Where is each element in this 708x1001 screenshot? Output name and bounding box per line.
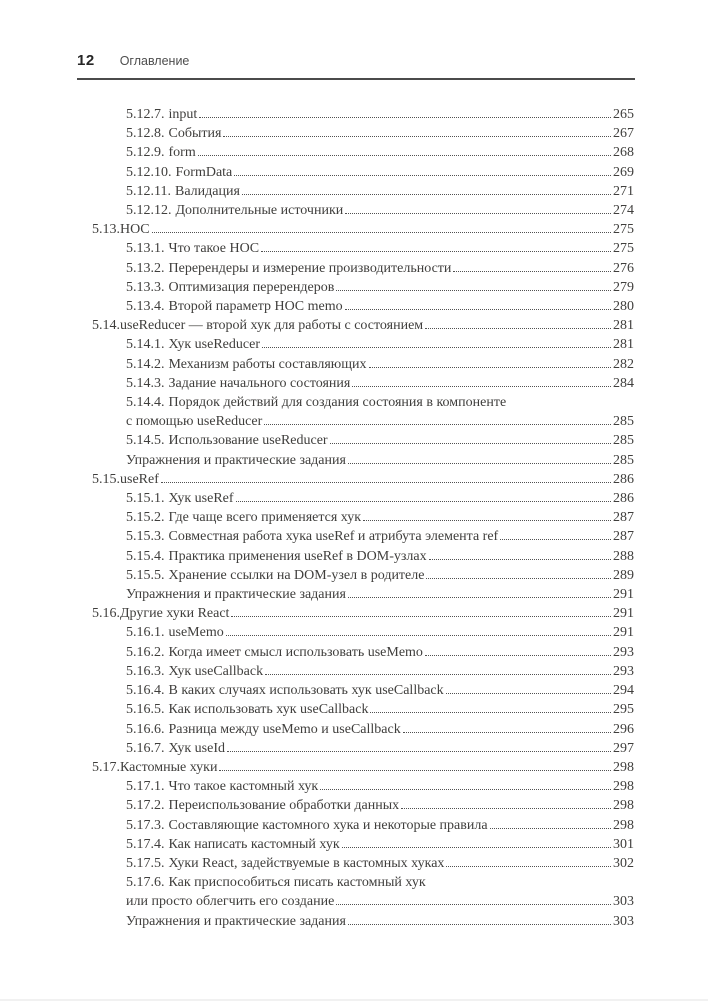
dot-leader <box>199 117 611 118</box>
toc-entry <box>0 259 634 278</box>
running-header-title: Оглавление <box>119 54 190 68</box>
toc-entry-number: 5.12.11. <box>126 183 171 199</box>
toc-entry-page: 279 <box>613 279 634 295</box>
dot-leader <box>336 290 611 291</box>
toc-entry-number: 5.17.3. <box>126 817 165 833</box>
toc-entry-line <box>0 201 634 220</box>
toc-entry-number: 5.15.2. <box>126 510 165 526</box>
toc-entry-number: 5.13. <box>92 222 120 238</box>
dot-leader <box>352 386 611 387</box>
toc-entry-line <box>0 393 634 412</box>
toc-entry-number: 5.12.8. <box>126 126 165 142</box>
toc-entry-title: FormData <box>175 164 233 180</box>
toc-entry <box>0 643 634 662</box>
toc-entry-number: 5.17.4. <box>126 836 165 852</box>
toc-entry-title: Механизм работы составляющих <box>168 356 367 372</box>
toc-entry-line <box>0 585 634 604</box>
toc-entry-number: 5.12.12. <box>126 203 172 219</box>
toc-entry-page: 289 <box>613 567 634 583</box>
toc-entry <box>0 739 634 758</box>
toc-entry <box>0 470 634 489</box>
toc-entry <box>0 758 634 777</box>
toc-entry-number: 5.14.1. <box>126 337 165 353</box>
toc-entry-title: Упражнения и практические задания <box>126 587 346 603</box>
toc-entry-title: Разница между useMemo и useCallback <box>168 721 401 737</box>
toc-entry <box>0 700 634 719</box>
toc-entry-line <box>0 278 634 297</box>
toc-entry <box>0 547 634 566</box>
dot-leader <box>234 175 611 176</box>
toc-entry-page: 293 <box>613 663 634 679</box>
toc-entry <box>0 431 634 450</box>
toc-entry-number: 5.15.1. <box>126 491 165 507</box>
dot-leader <box>426 578 611 579</box>
dot-leader <box>446 693 611 694</box>
toc-entry <box>0 105 634 124</box>
toc-entry-page: 282 <box>613 356 634 372</box>
dot-leader <box>236 501 611 502</box>
toc-entry-page: 302 <box>613 855 634 871</box>
toc-entry-page: 293 <box>613 644 634 660</box>
toc-entry-line <box>0 681 634 700</box>
toc-entry-number: 5.17.1. <box>126 779 165 795</box>
page-header <box>77 52 635 80</box>
toc-entry-title: Порядок действий для создания состояния в компоненте <box>168 395 507 411</box>
toc-entry-title: Использование useReducer <box>168 433 328 449</box>
toc-entry-page: 269 <box>613 164 634 180</box>
toc-entry-title: useReducer — второй хук для работы с состоянием <box>120 318 424 334</box>
toc-entry-number: 5.14. <box>92 318 120 334</box>
dot-leader <box>231 616 611 617</box>
toc-entry <box>0 201 634 220</box>
toc-entry-page: 267 <box>613 126 634 142</box>
toc-entry-title: Практика применения useRef в DOM-узлах <box>168 548 427 564</box>
toc-entry-line <box>0 355 634 374</box>
toc-entry-page: 298 <box>613 759 634 775</box>
toc-entry-number: 5.16.3. <box>126 663 165 679</box>
toc-entry-number: 5.16.1. <box>126 625 165 641</box>
toc-entry <box>0 143 634 162</box>
dot-leader <box>223 136 611 137</box>
toc-entry-page: 275 <box>613 222 634 238</box>
toc-entry <box>0 796 634 815</box>
dot-leader <box>198 155 611 156</box>
toc-entry <box>0 835 634 854</box>
toc-entry-number: 5.14.4. <box>126 395 165 411</box>
toc-entry <box>0 777 634 796</box>
toc-entry-line <box>0 124 634 143</box>
toc-entry-number: 5.14.5. <box>126 433 165 449</box>
toc-entry-page: 268 <box>613 145 634 161</box>
dot-leader <box>369 367 611 368</box>
toc-entry-page: 276 <box>613 260 634 276</box>
dot-leader <box>363 520 611 521</box>
toc-entry-line <box>0 489 634 508</box>
toc-entry-line <box>0 873 634 892</box>
toc-entry-page: 281 <box>613 318 634 334</box>
dot-leader <box>348 463 611 464</box>
toc-entry-line <box>0 163 634 182</box>
dot-leader <box>490 828 611 829</box>
toc-entry-line <box>0 739 634 758</box>
toc-entry <box>0 278 634 297</box>
toc-entry-title: Что такое HOC <box>168 241 260 257</box>
toc-entry <box>0 912 634 931</box>
toc-entry-page: 294 <box>613 683 634 699</box>
toc-entry-title-continued: с помощью useReducer <box>126 414 263 430</box>
toc-entry-number: 5.13.1. <box>126 241 165 257</box>
toc-entry-number: 5.16.7. <box>126 740 165 756</box>
toc-entry-page: 287 <box>613 529 634 545</box>
toc-entry-continuation-line <box>0 412 634 431</box>
dot-leader <box>348 924 611 925</box>
toc-entry-title: Перерендеры и измерение производительности <box>168 260 452 276</box>
toc-entry-line <box>0 604 634 623</box>
toc-entry-title: Хранение ссылки на DOM-узел в родителе <box>168 567 425 583</box>
toc-entry <box>0 163 634 182</box>
toc-entry-title: Как использовать хук useCallback <box>168 702 369 718</box>
toc-entry-page: 298 <box>613 779 634 795</box>
toc-entry <box>0 393 634 431</box>
toc-entry-title: В каких случаях использовать хук useCallback <box>168 683 444 699</box>
toc-entry-number: 5.15.3. <box>126 529 165 545</box>
toc-entry-title: Где чаще всего применяется хук <box>168 510 362 526</box>
toc-entry-page: 298 <box>613 798 634 814</box>
toc-entry-title: Как приспособиться писать кастомный хук <box>168 875 426 891</box>
dot-leader <box>453 271 611 272</box>
toc-entry-line <box>0 720 634 739</box>
toc-entry-line <box>0 105 634 124</box>
toc-entry <box>0 374 634 393</box>
toc-entry <box>0 720 634 739</box>
toc-entry-number: 5.13.4. <box>126 299 165 315</box>
toc-entry-page: 275 <box>613 241 634 257</box>
toc-entry-number: 5.16.4. <box>126 683 165 699</box>
dot-leader <box>152 232 611 233</box>
toc-entry-page: 284 <box>613 375 634 391</box>
toc-entry-title: Задание начального состояния <box>168 375 351 391</box>
toc-entry-page: 271 <box>613 183 634 199</box>
page-number: 12 <box>77 52 95 69</box>
toc-entry <box>0 527 634 546</box>
toc-entry-line <box>0 259 634 278</box>
dot-leader <box>219 770 611 771</box>
toc-entry-line <box>0 143 634 162</box>
toc-entry-number: 5.17.5. <box>126 855 165 871</box>
toc-entry-line <box>0 182 634 201</box>
dot-leader <box>264 424 611 425</box>
toc-entry-line <box>0 335 634 354</box>
toc-entry-line <box>0 777 634 796</box>
toc-entry <box>0 124 634 143</box>
toc-entry-number: 5.13.2. <box>126 260 165 276</box>
toc-entry-title: Оптимизация перерендеров <box>168 279 335 295</box>
toc-entry-title: input <box>168 107 198 122</box>
toc-entry-line <box>0 912 634 931</box>
toc-entry-line <box>0 566 634 585</box>
toc-entry <box>0 623 634 642</box>
toc-entry-page: 285 <box>613 452 634 468</box>
toc-entry-line <box>0 527 634 546</box>
dot-leader <box>446 866 611 867</box>
dot-leader <box>401 808 611 809</box>
toc-entry <box>0 816 634 835</box>
toc-entry-number: 5.15. <box>92 471 120 487</box>
dot-leader <box>336 904 611 905</box>
toc-entry-number: 5.12.7. <box>126 107 165 122</box>
toc-entry-page: 281 <box>613 337 634 353</box>
toc-entry-title: useRef <box>120 471 159 487</box>
toc-entry-line <box>0 316 634 335</box>
toc-entry <box>0 566 634 585</box>
toc-entry-title: Второй параметр HOC memo <box>168 299 343 315</box>
dot-leader <box>227 751 611 752</box>
toc-entry-number: 5.14.2. <box>126 356 165 372</box>
toc-entry-line <box>0 854 634 873</box>
toc-entry-title: Переиспользование обработки данных <box>168 798 400 814</box>
toc-entry-line <box>0 835 634 854</box>
toc-entry <box>0 335 634 354</box>
toc-entry-page: 303 <box>613 894 634 910</box>
toc-entry <box>0 854 634 873</box>
toc-entry-line <box>0 758 634 777</box>
toc-entry <box>0 239 634 258</box>
toc-entry-line <box>0 662 634 681</box>
toc-entry-title: События <box>168 126 222 142</box>
dot-leader <box>320 789 611 790</box>
dot-leader <box>261 251 611 252</box>
toc-entry-number: 5.16. <box>92 606 120 622</box>
toc-entry-page: 295 <box>613 702 634 718</box>
toc-entry-line <box>0 297 634 316</box>
toc-entry-line <box>0 431 634 450</box>
toc-entry-line <box>0 374 634 393</box>
toc-entry-page: 291 <box>613 587 634 603</box>
dot-leader <box>226 635 611 636</box>
dot-leader <box>345 213 611 214</box>
toc-entry-number: 5.13.3. <box>126 279 165 295</box>
dot-leader <box>348 597 611 598</box>
toc-entry-line <box>0 451 634 470</box>
dot-leader <box>242 194 611 195</box>
toc-entry <box>0 220 634 239</box>
toc-entry-title: Хук useCallback <box>168 663 264 679</box>
toc-entry-title: Составляющие кастомного хука и некоторые правила <box>168 817 488 833</box>
toc-entry-number: 5.15.4. <box>126 548 165 564</box>
toc-entry-page: 297 <box>613 740 634 756</box>
dot-leader <box>429 559 611 560</box>
dot-leader <box>342 847 611 848</box>
toc-entry-number: 5.17.6. <box>126 875 165 891</box>
toc-entry-title: Хук useReducer <box>168 337 260 353</box>
toc-entry-number: 5.12.9. <box>126 145 165 161</box>
toc-entry <box>0 182 634 201</box>
toc-entry-title-continued: или просто облегчить его создание <box>126 894 335 910</box>
toc-entry <box>0 508 634 527</box>
toc-entry <box>0 297 634 316</box>
dot-leader <box>330 443 611 444</box>
toc-entry-page: 286 <box>613 471 634 487</box>
toc-entry-title: Хуки React, задействуемые в кастомных хуках <box>168 855 445 871</box>
toc-entry-continuation-line <box>0 892 634 911</box>
toc-entry-line <box>0 547 634 566</box>
toc-entry-title: Совместная работа хука useRef и атрибута элемента ref <box>168 529 499 545</box>
toc-entry-title: useMemo <box>168 625 224 641</box>
toc-entry-page: 285 <box>613 414 634 430</box>
toc-entry-title: Когда имеет смысл использовать useMemo <box>168 644 423 660</box>
dot-leader <box>403 732 611 733</box>
toc-entry-line <box>0 239 634 258</box>
toc-entry-line <box>0 220 634 239</box>
dot-leader <box>500 539 611 540</box>
toc-entry-line <box>0 623 634 642</box>
toc-entry-title: Валидация <box>174 183 240 199</box>
toc-entry <box>0 873 634 911</box>
toc-entry <box>0 662 634 681</box>
toc-entry <box>0 316 634 335</box>
toc-entry-number: 5.17.2. <box>126 798 165 814</box>
toc-entry-title: Упражнения и практические задания <box>126 452 346 468</box>
toc-entry-page: 280 <box>613 299 634 315</box>
toc-entry-line <box>0 508 634 527</box>
toc-entry-title: HOC <box>120 222 150 238</box>
toc-entry-line <box>0 470 634 489</box>
toc-entry-page: 274 <box>613 203 634 219</box>
toc-entry-number: 5.15.5. <box>126 567 165 583</box>
toc-entry-title: Хук useId <box>168 740 226 756</box>
toc-entry <box>0 681 634 700</box>
toc-entry <box>0 489 634 508</box>
toc-entry-title: Упражнения и практические задания <box>126 913 346 929</box>
toc-entry-number: 5.14.3. <box>126 375 165 391</box>
toc-entry-page: 291 <box>613 625 634 641</box>
toc-entry-title: Кастомные хуки <box>120 759 218 775</box>
toc-entry-page: 285 <box>613 433 634 449</box>
toc-entry-page: 287 <box>613 510 634 526</box>
toc-entry-line <box>0 816 634 835</box>
dot-leader <box>262 347 611 348</box>
toc-entry-page: 301 <box>613 836 634 852</box>
toc-entry-page: 291 <box>613 606 634 622</box>
toc-entry <box>0 451 634 470</box>
table-of-contents <box>0 105 634 931</box>
toc-entry-number: 5.16.2. <box>126 644 165 660</box>
toc-entry-number: 5.12.10. <box>126 164 172 180</box>
dot-leader <box>370 712 611 713</box>
toc-entry <box>0 355 634 374</box>
toc-entry-title: Как написать кастомный хук <box>168 836 340 852</box>
dot-leader <box>425 655 611 656</box>
toc-entry-page: 303 <box>613 913 634 929</box>
toc-entry-page: 286 <box>613 491 634 507</box>
dot-leader <box>265 674 611 675</box>
toc-entry-number: 5.17. <box>92 759 120 775</box>
toc-entry-page: 298 <box>613 817 634 833</box>
toc-entry-title: Дополнительные источники <box>175 203 344 219</box>
toc-entry-title: Что такое кастомный хук <box>168 779 319 795</box>
toc-entry-line <box>0 700 634 719</box>
toc-entry-line <box>0 643 634 662</box>
toc-entry-line <box>0 796 634 815</box>
toc-entry-number: 5.16.5. <box>126 702 165 718</box>
toc-entry-title: Хук useRef <box>168 491 234 507</box>
dot-leader <box>161 482 611 483</box>
dot-leader <box>345 309 611 310</box>
dot-leader <box>425 328 611 329</box>
toc-entry <box>0 585 634 604</box>
toc-entry-page: 296 <box>613 721 634 737</box>
toc-entry-number: 5.16.6. <box>126 721 165 737</box>
toc-entry-title: Другие хуки React <box>120 606 230 622</box>
toc-entry <box>0 604 634 623</box>
toc-entry-page: 288 <box>613 548 634 564</box>
toc-entry-title: form <box>168 145 196 161</box>
toc-entry-page: 265 <box>613 107 634 122</box>
